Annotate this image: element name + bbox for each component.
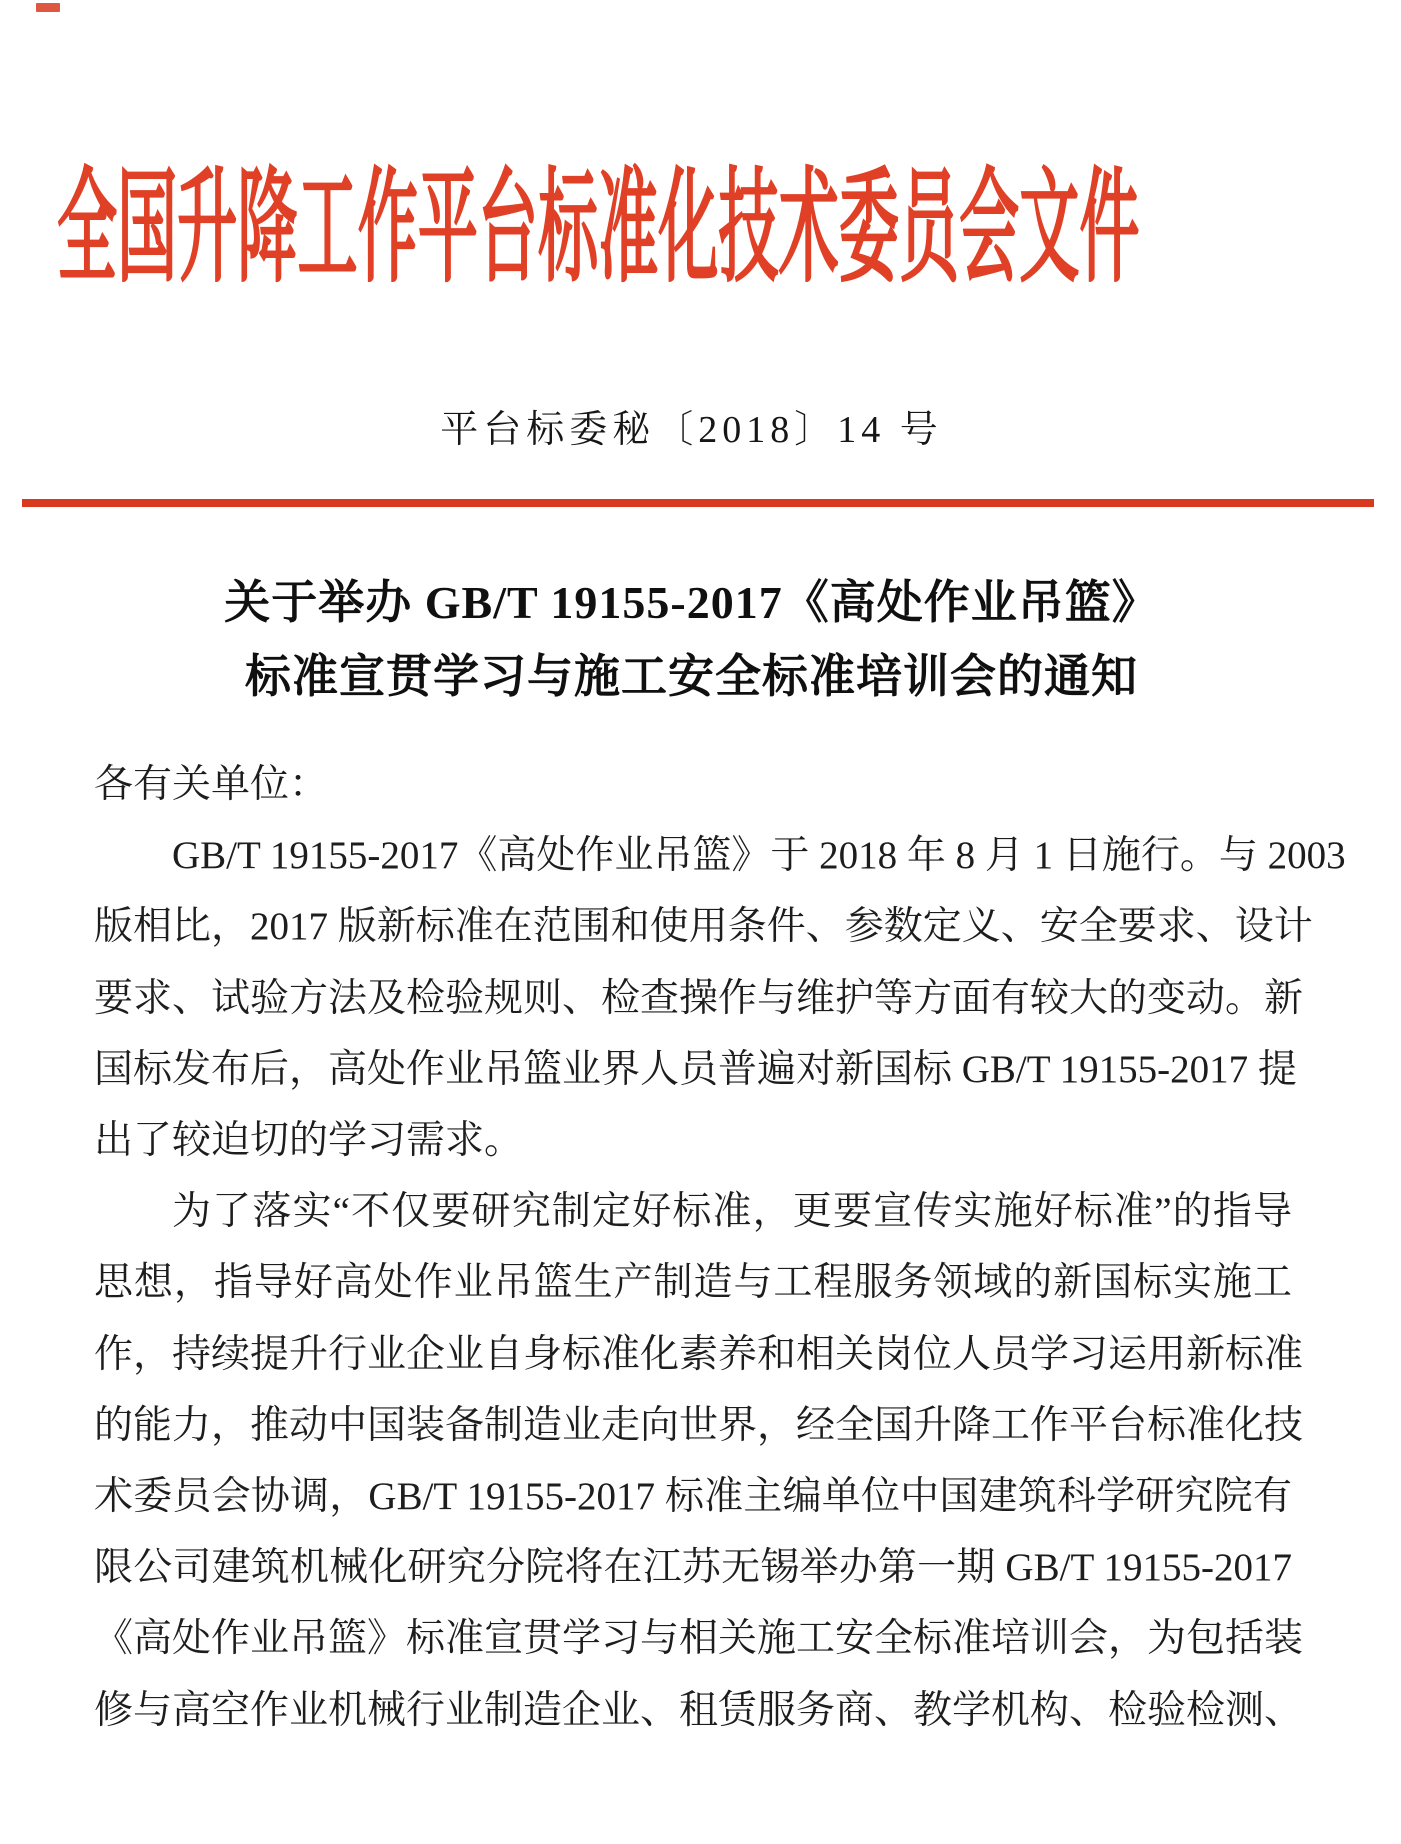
doc-title-line-1: 关于举办 GB/T 19155-2017《高处作业吊篮》	[224, 577, 1159, 628]
body-line: 要求、试验方法及检验规则、检查操作与维护等方面有较大的变动。新	[94, 976, 1304, 1020]
body-line: 术委员会协调，GB/T 19155-2017 标准主编单位中国建筑科学研究院有	[94, 1475, 1292, 1519]
doc-title	[93, 566, 1290, 714]
salutation: 各有关单位：	[94, 763, 329, 806]
body-line: 版相比，2017 版新标准在范围和使用条件、参数定义、安全要求、设计	[94, 905, 1313, 949]
paragraph-2	[94, 1176, 1304, 1746]
scan-artifact-mark	[36, 3, 60, 12]
letterhead	[57, 160, 1147, 300]
body-line: 作，持续提升行业企业自身标准化素养和相关岗位人员学习运用新标准	[94, 1332, 1304, 1376]
red-divider-rule	[22, 499, 1374, 507]
doc-title-line-2: 标准宣贯学习与施工安全标准培训会的通知	[245, 651, 1138, 702]
paragraph-1	[94, 820, 1346, 1176]
body-line: 国标发布后，高处作业吊篮业界人员普遍对新国标 GB/T 19155-2017 提	[94, 1047, 1297, 1091]
body-line: 出了较迫切的学习需求。	[94, 1119, 524, 1163]
body-line: 修与高空作业机械行业制造企业、租赁服务商、教学机构、检验检测、	[94, 1688, 1304, 1732]
org-title: 全国升降工作平台标准化技术委员会文件	[57, 160, 1140, 297]
body-line: 的能力，推动中国装备制造业走向世界，经全国升降工作平台标准化技	[94, 1403, 1304, 1447]
body-line: 为了落实“不仅要研究制定好标准，更要宣传实施好标准”的指导	[172, 1190, 1292, 1234]
doc-number: 平台标委秘〔2018〕14 号	[440, 409, 943, 451]
document-body	[94, 749, 1346, 1746]
body-line: 《高处作业吊篮》标准宣贯学习与相关施工安全标准培训会，为包括装	[94, 1617, 1304, 1661]
body-line: 思想，指导好高处作业吊篮生产制造与工程服务领域的新国标实施工	[94, 1261, 1292, 1305]
body-line: 限公司建筑机械化研究分院将在江苏无锡举办第一期 GB/T 19155-2017	[94, 1546, 1292, 1590]
body-line: GB/T 19155-2017《高处作业吊篮》于 2018 年 8 月 1 日施行。与 2003	[172, 834, 1346, 878]
